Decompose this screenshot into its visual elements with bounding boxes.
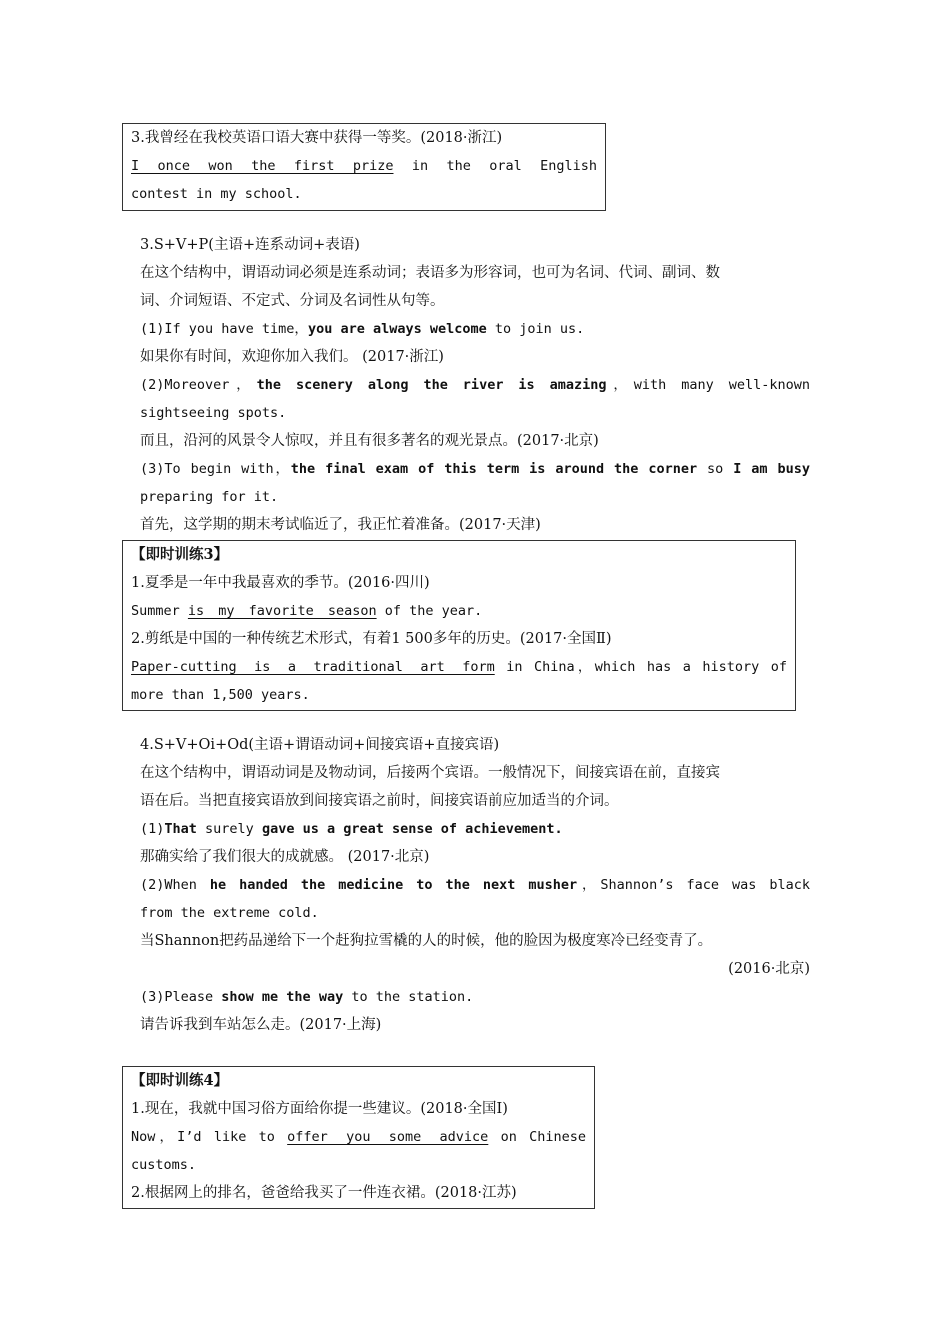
answer-text: on Chinese [488, 1129, 587, 1145]
example-text: so [697, 461, 734, 477]
practice-box-2 [122, 123, 606, 211]
answer-blank: I once won the first prize [131, 158, 394, 174]
example-1 [140, 315, 810, 343]
answer-text: in China，which has a history of [494, 659, 787, 675]
example-text: surely [196, 821, 262, 837]
practice-title: 【即时训练4】 [131, 1072, 229, 1089]
example-text: to join us. [486, 321, 585, 337]
practice-title: 【即时训练3】 [131, 546, 229, 563]
example-2-translation: 当Shannon把药品递给下一个赶狗拉雪橇的人的时候，他的脸因为极度寒冷已经变青了。 [140, 933, 713, 949]
answer-2 [131, 653, 787, 681]
answer-blank: Paper-cutting is a traditional art form [131, 659, 495, 675]
example-bold: the scenery along the river is amazing [256, 377, 607, 393]
answer-blank: offer you some advice [287, 1129, 489, 1145]
answer-blank: is my favorite season [187, 603, 377, 619]
example-text: to the station. [343, 989, 474, 1005]
practice-box-4 [122, 1066, 595, 1209]
example-bold: the final exam of this term is around the corner [290, 461, 698, 477]
example-text: (3)Please [140, 989, 222, 1005]
example-3 [140, 983, 810, 1011]
example-bold: That [164, 821, 197, 837]
section-3 [140, 231, 810, 539]
answer-text: Now，I’d like to [131, 1129, 288, 1145]
question-1: 1.夏季是一年中我最喜欢的季节。(2016·四川) [131, 575, 430, 591]
question-2: 2.剪纸是中国的一种传统艺术形式，有着1 500多年的历史。(2017·全国Ⅱ) [131, 631, 612, 647]
example-bold: I am busy [733, 461, 811, 477]
section-description: 在这个结构中，谓语动词必须是连系动词；表语多为形容词，也可为名词、代词、副词、数 [140, 265, 720, 281]
example-bold: you are always welcome [307, 321, 487, 337]
example-1 [140, 815, 810, 843]
answer-rest: in the oral English [411, 158, 597, 174]
example-2-source: (2016·北京) [728, 961, 810, 977]
section-description-cont: 语在后。当把直接宾语放到间接宾语之前时，间接宾语前应加适当的介词。 [140, 793, 619, 809]
answer-1 [131, 1123, 586, 1151]
question-2: 2.根据网上的排名，爸爸给我买了一件连衣裙。(2018·江苏) [131, 1185, 517, 1201]
section-description: 在这个结构中，谓语动词是及物动词，后接两个宾语。一般情况下，间接宾语在前，直接宾 [140, 765, 720, 781]
section-4 [140, 731, 810, 1039]
example-text: (3)To begin with， [140, 461, 291, 477]
example-2 [140, 871, 810, 899]
example-bold: show me the way [221, 989, 344, 1005]
example-text: (1) [140, 821, 165, 837]
answer-continuation: contest in my school. [131, 186, 302, 202]
answer-2-cont: more than 1,500 years. [131, 687, 310, 703]
example-1-translation: 那确实给了我们很大的成就感。 (2017·北京) [140, 849, 430, 865]
section-heading: 3.S+V+P(主语+连系动词+表语) [140, 237, 360, 253]
section-heading: 4.S+V+Oi+Od(主语+谓语动词+间接宾语+直接宾语) [140, 737, 500, 753]
example-2-cont: from the extreme cold. [140, 905, 319, 921]
answer-text: of the year. [376, 603, 483, 619]
example-text: ，with many well-known [606, 377, 811, 393]
question-1: 1.现在，我就中国习俗方面给你提一些建议。(2018·全国Ⅰ) [131, 1101, 508, 1117]
answer-1-cont: customs. [131, 1157, 197, 1173]
answer-text: Summer [131, 603, 188, 619]
answer-1 [131, 597, 787, 625]
example-text: (2)Moreover， [140, 377, 257, 393]
example-2 [140, 371, 810, 399]
example-bold: gave us a great sense of achievement. [261, 821, 563, 837]
example-text: ，Shannon’s face was black [577, 877, 810, 893]
example-1-translation: 如果你有时间，欢迎你加入我们。 (2017·浙江) [140, 349, 444, 365]
example-2-cont: sightseeing spots. [140, 405, 287, 421]
example-2-translation: 而且，沿河的风景令人惊叹，并且有很多著名的观光景点。(2017·北京) [140, 433, 599, 449]
example-text: (1)If you have time， [140, 321, 308, 337]
example-3-translation: 请告诉我到车站怎么走。(2017·上海) [140, 1017, 382, 1033]
example-3 [140, 455, 810, 483]
example-text: (2)When [140, 877, 210, 893]
practice-box-3 [122, 540, 796, 711]
question-3: 3.我曾经在我校英语口语大赛中获得一等奖。(2018·浙江) [131, 130, 503, 146]
answer-line [131, 152, 597, 180]
example-bold: he handed the medicine to the next musher [209, 877, 578, 893]
section-description-cont: 词、介词短语、不定式、分词及名词性从句等。 [140, 293, 445, 309]
example-3-translation: 首先，这学期的期末考试临近了，我正忙着准备。(2017·天津) [140, 517, 541, 533]
example-3-cont: preparing for it. [140, 489, 279, 505]
